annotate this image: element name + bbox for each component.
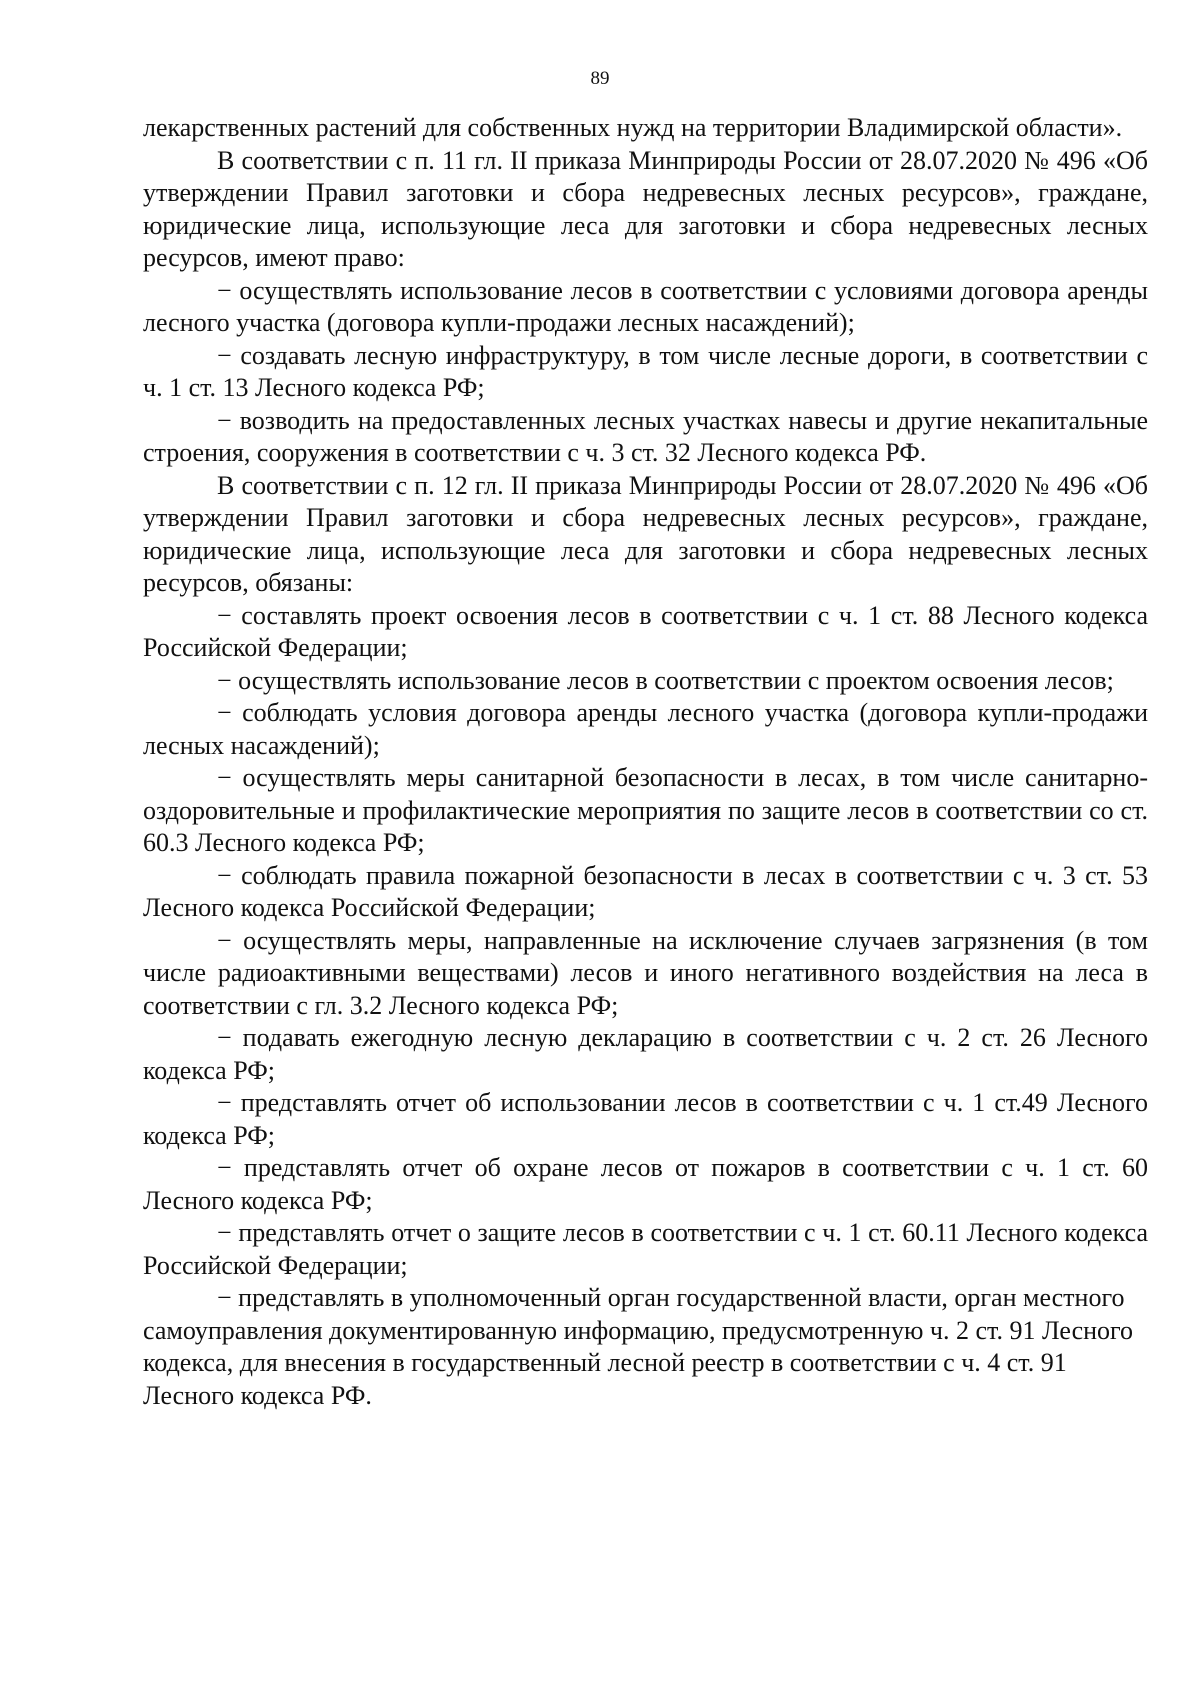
list-item-right: − осуществлять использование лесов в соответствии с условиями договора аренды лесного участка (договора купли-продажи лесных насаждений);	[143, 275, 1148, 337]
list-item-duty: − соблюдать правила пожарной безопасности в лесах в соответствии с ч. 3 ст. 53 Лесного кодекса Российской Федерации;	[143, 860, 1148, 922]
page-number: 89	[590, 68, 610, 89]
list-item-right: − возводить на предоставленных лесных участках навесы и другие некапитальные строения, сооружения в соответствии с ч. 3 ст. 32 Лесного кодекса РФ.	[143, 405, 1148, 467]
list-item-duty: − соблюдать условия договора аренды лесного участка (договора купли-продажи лесных насаждений);	[143, 698, 1148, 760]
list-item-duty: − представлять в уполномоченный орган государственной власти, орган местного самоуправления документированную информацию, предусмотренную ч. 2 ст. 91 Лесного кодекса, для внесения в государственный лесной реестр в соответствии с ч. 4 ст. 91 Лесного кодекса РФ.	[143, 1283, 1134, 1410]
list-item-duty: − осуществлять использование лесов в соответствии с проектом освоения лесов;	[217, 665, 1114, 695]
paragraph-rights-intro: В соответствии с п. 11 гл. II приказа Минприроды России от 28.07.2020 № 496 «Об утверждении Правил заготовки и сбора недревесных лесных ресурсов», граждане, юридические лица, использующие леса для заготовки и сбора недревесных лесных ресурсов, имеют право:	[143, 145, 1148, 272]
list-item-duty: − осуществлять меры, направленные на исключение случаев загрязнения (в том числе радиоактивными веществами) лесов и иного негативного воздействия на леса в соответствии с гл. 3.2 Лесного кодекса РФ;	[143, 925, 1148, 1020]
document-body	[143, 112, 1148, 1412]
list-item-duty: − представлять отчет об использовании лесов в соответствии с ч. 1 ст.49 Лесного кодекса РФ;	[143, 1088, 1148, 1150]
paragraph-continuation: лекарственных растений для собственных нужд на территории Владимирской области».	[143, 113, 1123, 142]
list-item-duty: − представлять отчет об охране лесов от пожаров в соответствии с ч. 1 ст. 60 Лесного кодекса РФ;	[143, 1153, 1148, 1215]
list-item-duty: − представлять отчет о защите лесов в соответствии с ч. 1 ст. 60.11 Лесного кодекса Российской Федерации;	[143, 1218, 1148, 1280]
paragraph-duties-intro: В соответствии с п. 12 гл. II приказа Минприроды России от 28.07.2020 № 496 «Об утверждении Правил заготовки и сбора недревесных лесных ресурсов», граждане, юридические лица, использующие леса для заготовки и сбора недревесных лесных ресурсов, обязаны:	[143, 470, 1148, 597]
list-item-duty: − подавать ежегодную лесную декларацию в соответствии с ч. 2 ст. 26 Лесного кодекса РФ;	[143, 1023, 1148, 1085]
list-item-right: − создавать лесную инфраструктуру, в том числе лесные дороги, в соответствии с ч. 1 ст. 13 Лесного кодекса РФ;	[143, 340, 1148, 402]
list-item-duty: − осуществлять меры санитарной безопасности в лесах, в том числе санитарно-оздоровительные и профилактические мероприятия по защите лесов в соответствии со ст. 60.3 Лесного кодекса РФ;	[143, 763, 1148, 857]
list-item-duty: − составлять проект освоения лесов в соответствии с ч. 1 ст. 88 Лесного кодекса Российской Федерации;	[143, 600, 1148, 662]
